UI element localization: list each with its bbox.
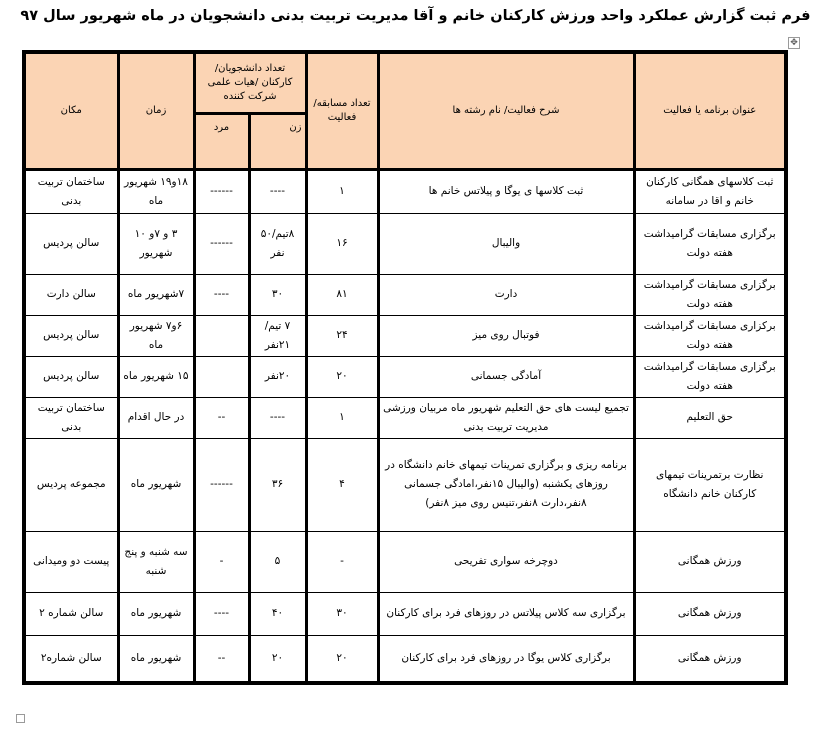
cell-female: ۲۰ xyxy=(249,635,306,683)
cell-program-title: نظارت برتمرینات تیمهای کارکنان خانم دانشگاه xyxy=(634,438,786,531)
cell-count: ۱ xyxy=(306,169,378,213)
cell-program-title: ورزش همگانی xyxy=(634,531,786,592)
cell-program-title: برکزاری مسابقات گرامیداشت هفته دولت xyxy=(634,315,786,356)
table-row xyxy=(24,592,786,635)
cell-place: سالن شماره۲ xyxy=(24,635,118,683)
table-row xyxy=(24,315,786,356)
cell-count: ۲۴ xyxy=(306,315,378,356)
cell-place: سالن شماره ۲ xyxy=(24,592,118,635)
cell-program-title: برگزاری مسابقات گرامیداشت هفته دولت xyxy=(634,213,786,274)
cell-place: سالن پردیس xyxy=(24,213,118,274)
cell-count: ۲۰ xyxy=(306,635,378,683)
cell-male: ------ xyxy=(194,213,249,274)
table-row xyxy=(24,438,786,531)
cell-time: ۶و۷ شهریور ماه xyxy=(118,315,194,356)
header-description: شرح فعالیت/ نام رشته ها xyxy=(378,52,634,169)
cell-count: ۱۶ xyxy=(306,213,378,274)
cell-description: برنامه ریزی و برگزاری تمرینات تیمهای خانم دانشگاه در روزهای یکشنبه (والیبال ۱۵نفر،امادگی جسمانی ۸نفر،دارت ۸نفر،تنیس روی میز ۸نفر) xyxy=(378,438,634,531)
document-title: فرم ثبت گزارش عملکرد واحد ورزش کارکنان خانم و آقا مدیریت تربیت بدنی دانشجویان در ماه شهریور سال ۹۷ xyxy=(20,8,811,24)
cell-place: پیست دو ومیدانی xyxy=(24,531,118,592)
cell-time: در حال اقدام xyxy=(118,397,194,438)
cell-female: ۳۰ xyxy=(249,274,306,315)
cell-description: برگزاری سه کلاس پیلاتس در روزهای فرد برای کارکنان xyxy=(378,592,634,635)
cell-male: ---- xyxy=(194,592,249,635)
cell-time: سه شنبه و پنج شنبه xyxy=(118,531,194,592)
cell-count: ۸۱ xyxy=(306,274,378,315)
cell-place: ساختمان تربیت بدنی xyxy=(24,397,118,438)
cell-time: شهریور ماه xyxy=(118,635,194,683)
header-program-title: عنوان برنامه یا فعالیت xyxy=(634,52,786,169)
table-row xyxy=(24,397,786,438)
cell-count: - xyxy=(306,531,378,592)
cell-description: والیبال xyxy=(378,213,634,274)
header-count: تعداد مسابقه/ فعالیت xyxy=(306,52,378,169)
cell-place: مجموعه پردیس xyxy=(24,438,118,531)
cell-male: - xyxy=(194,531,249,592)
cell-program-title: ورزش همگانی xyxy=(634,635,786,683)
table-row xyxy=(24,274,786,315)
table-row xyxy=(24,356,786,397)
cell-count: ۱ xyxy=(306,397,378,438)
cell-place: سالن پردیس xyxy=(24,315,118,356)
cell-count: ۲۰ xyxy=(306,356,378,397)
cell-description: دوچرخه سواری تفریحی xyxy=(378,531,634,592)
table-row xyxy=(24,169,786,213)
cell-female: ۳۶ xyxy=(249,438,306,531)
cell-count: ۴ xyxy=(306,438,378,531)
cell-program-title: حق التعلیم xyxy=(634,397,786,438)
cell-female: ۸تیم/۵۰ نفر xyxy=(249,213,306,274)
cell-place: سالن پردیس xyxy=(24,356,118,397)
cell-female: ۲۰نفر xyxy=(249,356,306,397)
table-row xyxy=(24,531,786,592)
header-time: زمان xyxy=(118,52,194,169)
cell-male: -- xyxy=(194,635,249,683)
cell-female: ۴۰ xyxy=(249,592,306,635)
cell-description: تجمیع لیست های حق التعلیم شهریور ماه مربیان ورزشی مدیریت تربیت بدنی xyxy=(378,397,634,438)
cell-male: -- xyxy=(194,397,249,438)
cell-time: ۳ و ۷و ۱۰ شهریور xyxy=(118,213,194,274)
cell-female: ۷ تیم/ ۲۱نفر xyxy=(249,315,306,356)
cell-place: ساختمان تربیت بدنی xyxy=(24,169,118,213)
cell-program-title: ثبت کلاسهای همگانی کارکنان خانم و اقا در سامانه xyxy=(634,169,786,213)
table-resize-handle[interactable] xyxy=(16,714,25,723)
cell-program-title: برگزاری مسابقات گرامیداشت هفته دولت xyxy=(634,274,786,315)
cell-female: ۵ xyxy=(249,531,306,592)
cell-description: دارت xyxy=(378,274,634,315)
cell-description: آمادگی جسمانی xyxy=(378,356,634,397)
cell-description: فوتبال روی میز xyxy=(378,315,634,356)
cell-program-title: ورزش همگانی xyxy=(634,592,786,635)
header-participants: تعداد دانشجویان/ کارکنان /هیات علمی شرکت کننده xyxy=(194,52,306,113)
cell-male xyxy=(194,356,249,397)
cell-description: برگزاری کلاس یوگا در روزهای فرد برای کارکنان xyxy=(378,635,634,683)
cell-female: ---- xyxy=(249,397,306,438)
table-move-handle-icon[interactable]: ✥ xyxy=(788,37,800,49)
cell-female: ---- xyxy=(249,169,306,213)
cell-male xyxy=(194,315,249,356)
cell-place: سالن دارت xyxy=(24,274,118,315)
cell-time: ۱۸و۱۹ شهریور ماه xyxy=(118,169,194,213)
cell-time: شهریور ماه xyxy=(118,592,194,635)
header-female: زن xyxy=(249,113,306,169)
table-row xyxy=(24,635,786,683)
header-male: مرد xyxy=(194,113,249,169)
header-place: مکان xyxy=(24,52,118,169)
cell-time: ۱۵ شهریور ماه xyxy=(118,356,194,397)
cell-male: ------ xyxy=(194,169,249,213)
cell-male: ---- xyxy=(194,274,249,315)
cell-count: ۳۰ xyxy=(306,592,378,635)
table-row xyxy=(24,213,786,274)
cell-program-title: برگزاری مسابقات گرامیداشت هفته دولت xyxy=(634,356,786,397)
cell-time: شهریور ماه xyxy=(118,438,194,531)
cell-male: ------ xyxy=(194,438,249,531)
activity-report-table xyxy=(22,50,788,685)
cell-time: ۷شهریور ماه xyxy=(118,274,194,315)
cell-description: ثبت کلاسها ی یوگا و پیلاتس خانم ها xyxy=(378,169,634,213)
